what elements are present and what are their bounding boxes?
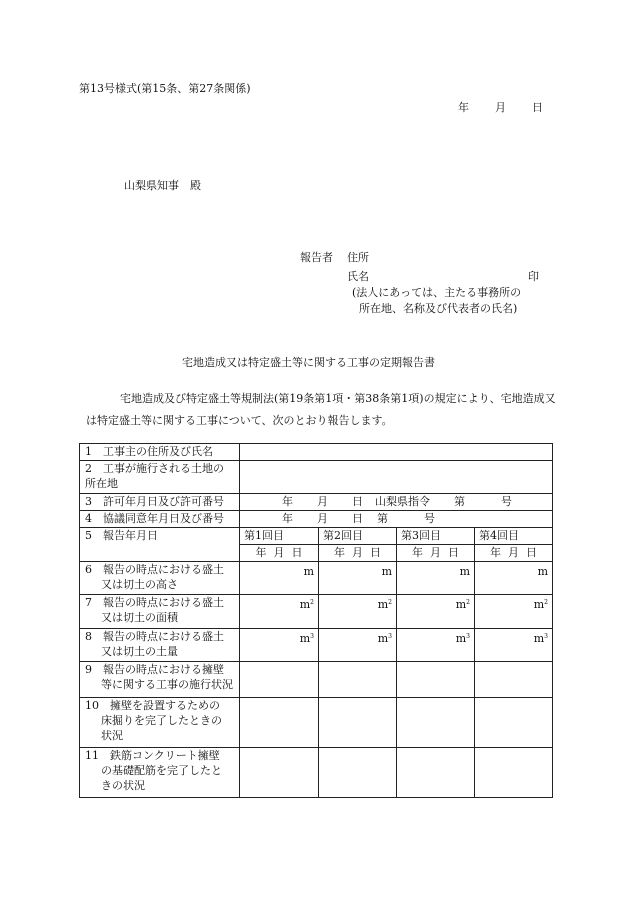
corporation-note-line1: (法人にあっては、主たる事務所の xyxy=(352,286,522,299)
table-row xyxy=(80,629,553,662)
reporter-label: 報告者 xyxy=(300,251,333,264)
consult-no: 第 xyxy=(377,512,388,525)
unit-m3: m xyxy=(533,632,545,645)
label-excavation-line3: 状況 xyxy=(101,729,123,742)
ymd-year: 年 xyxy=(255,546,267,559)
rebar-round-3[interactable] xyxy=(397,748,475,798)
ymd-month: 月 xyxy=(508,546,519,559)
label-height-line2: 又は切土の高さ xyxy=(101,578,178,591)
height-round-2[interactable] xyxy=(319,562,397,595)
excavation-round-4[interactable] xyxy=(475,698,553,748)
round-2-date[interactable] xyxy=(319,545,397,562)
date-month: 月 xyxy=(495,101,506,114)
consult-day: 日 xyxy=(352,512,363,525)
label-rebar-line2: の基礎配筋を完了したと xyxy=(101,764,222,777)
label-rebar-line1: 11 鉄筋コンクリート擁壁 xyxy=(85,749,220,762)
area-round-4[interactable] xyxy=(475,595,553,629)
unit-sup: 2 xyxy=(466,599,470,606)
ymd-day: 日 xyxy=(526,546,537,559)
ymd-year: 年 xyxy=(490,546,501,559)
permit-day: 日 xyxy=(352,495,363,508)
wall-round-1[interactable] xyxy=(240,662,319,698)
unit-sup: 3 xyxy=(310,633,314,640)
volume-round-4[interactable] xyxy=(475,629,553,662)
label-area xyxy=(80,595,240,629)
wall-round-4[interactable] xyxy=(475,662,553,698)
unit-m: m xyxy=(381,565,392,578)
height-round-3[interactable] xyxy=(397,562,475,595)
volume-round-2[interactable] xyxy=(319,629,397,662)
area-round-3[interactable] xyxy=(397,595,475,629)
corporation-note-line2: 所在地、名称及び代表者の氏名) xyxy=(359,302,518,315)
unit-m2: m xyxy=(377,598,389,611)
date-day: 日 xyxy=(532,101,543,114)
unit-sup: 3 xyxy=(544,633,548,640)
unit-m3: m xyxy=(377,632,389,645)
round-4-date[interactable] xyxy=(475,545,553,562)
label-height-line1: 6 報告の時点における盛土 xyxy=(85,563,224,576)
unit-m3: m xyxy=(299,632,311,645)
addressee: 山梨県知事 殿 xyxy=(124,179,201,192)
round-2: 第2回目 xyxy=(319,528,397,545)
date-year: 年 xyxy=(458,101,469,114)
excavation-round-2[interactable] xyxy=(319,698,397,748)
permit-go: 号 xyxy=(501,495,512,508)
rebar-round-2[interactable] xyxy=(319,748,397,798)
unit-sup: 3 xyxy=(466,633,470,640)
area-round-1[interactable] xyxy=(240,595,319,629)
unit-m2: m xyxy=(455,598,467,611)
unit-m3: m xyxy=(455,632,467,645)
consult-go: 号 xyxy=(424,512,435,525)
volume-round-1[interactable] xyxy=(240,629,319,662)
seal-mark: 印 xyxy=(528,270,539,283)
table-row xyxy=(80,748,553,798)
label-volume-line2: 又は切土の土量 xyxy=(101,645,178,658)
permit-field[interactable] xyxy=(240,494,553,511)
unit-m: m xyxy=(459,565,470,578)
label-area-line1: 7 報告の時点における盛土 xyxy=(85,596,224,609)
body-paragraph: 宅地造成及び特定盛土等規制法(第19条第1項・第38条第1項)の規定により、宅地造成又は特定盛土等に関する工事について、次のとおり報告します。 xyxy=(86,392,556,427)
label-retaining-wall xyxy=(80,662,240,698)
round-1-date[interactable] xyxy=(240,545,319,562)
label-retaining-wall-line2: 等に関する工事の施行状況 xyxy=(101,678,233,691)
ymd-day: 日 xyxy=(370,546,381,559)
unit-m2: m xyxy=(299,598,311,611)
label-report-date: 5 報告年月日 xyxy=(80,528,240,562)
form-number: 第13号様式(第15条、第27条関係) xyxy=(79,82,251,95)
unit-sup: 2 xyxy=(388,599,392,606)
unit-sup: 3 xyxy=(388,633,392,640)
permit-pref: 山梨県指令 xyxy=(375,495,430,508)
label-site-line1: 2 工事が施行される土地の xyxy=(85,462,224,475)
reporter-address-label: 住所 xyxy=(347,251,369,264)
label-rebar-line3: きの状況 xyxy=(101,779,145,792)
table-row xyxy=(80,528,553,545)
unit-m2: m xyxy=(533,598,545,611)
label-site-line2: 所在地 xyxy=(85,477,118,490)
ymd-day: 日 xyxy=(448,546,459,559)
label-consult: 4 協議同意年月日及び番号 xyxy=(80,511,240,528)
wall-round-3[interactable] xyxy=(397,662,475,698)
consult-month: 月 xyxy=(317,512,328,525)
round-3-date[interactable] xyxy=(397,545,475,562)
site-field[interactable] xyxy=(240,461,553,494)
label-excavation-line2: 床掘りを完了したときの xyxy=(101,714,222,727)
label-excavation-line1: 10 擁壁を設置するための xyxy=(85,699,220,712)
permit-month: 月 xyxy=(317,495,328,508)
label-retaining-wall-line1: 9 報告の時点における擁壁 xyxy=(85,663,224,676)
consult-field[interactable] xyxy=(240,511,553,528)
report-table xyxy=(79,443,553,798)
table-row xyxy=(80,698,553,748)
ymd-month: 月 xyxy=(352,546,363,559)
round-1: 第1回目 xyxy=(240,528,319,545)
table-row xyxy=(80,494,553,511)
excavation-round-3[interactable] xyxy=(397,698,475,748)
unit-m: m xyxy=(303,565,314,578)
table-row xyxy=(80,662,553,698)
excavation-round-1[interactable] xyxy=(240,698,319,748)
volume-round-3[interactable] xyxy=(397,629,475,662)
table-row xyxy=(80,562,553,595)
area-round-2[interactable] xyxy=(319,595,397,629)
ymd-month: 月 xyxy=(430,546,441,559)
height-round-4[interactable] xyxy=(475,562,553,595)
round-3: 第3回目 xyxy=(397,528,475,545)
label-height xyxy=(80,562,240,595)
round-4: 第4回目 xyxy=(475,528,553,545)
unit-sup: 2 xyxy=(544,599,548,606)
table-row xyxy=(80,595,553,629)
table-row xyxy=(80,511,553,528)
rebar-round-4[interactable] xyxy=(475,748,553,798)
height-round-1[interactable] xyxy=(240,562,319,595)
permit-no: 第 xyxy=(454,495,465,508)
table-row xyxy=(80,461,553,494)
label-owner: 1 工事主の住所及び氏名 xyxy=(80,444,240,461)
rebar-round-1[interactable] xyxy=(240,748,319,798)
unit-m: m xyxy=(537,565,548,578)
label-area-line2: 又は切土の面積 xyxy=(101,611,178,624)
permit-year: 年 xyxy=(282,495,293,508)
label-volume-line1: 8 報告の時点における盛土 xyxy=(85,630,224,643)
label-permit: 3 許可年月日及び許可番号 xyxy=(80,494,240,511)
unit-sup: 2 xyxy=(310,599,314,606)
owner-field[interactable] xyxy=(240,444,553,461)
label-volume xyxy=(80,629,240,662)
label-rebar xyxy=(80,748,240,798)
ymd-year: 年 xyxy=(412,546,423,559)
reporter-name-label: 氏名 xyxy=(347,270,369,283)
wall-round-2[interactable] xyxy=(319,662,397,698)
ymd-year: 年 xyxy=(334,546,345,559)
label-excavation xyxy=(80,698,240,748)
document-title: 宅地造成又は特定盛土等に関する工事の定期報告書 xyxy=(182,356,435,369)
table-row xyxy=(80,444,553,461)
report-date xyxy=(458,99,543,115)
ymd-day: 日 xyxy=(291,546,303,559)
consult-year: 年 xyxy=(282,512,293,525)
ymd-month: 月 xyxy=(273,546,285,559)
label-site xyxy=(80,461,240,494)
